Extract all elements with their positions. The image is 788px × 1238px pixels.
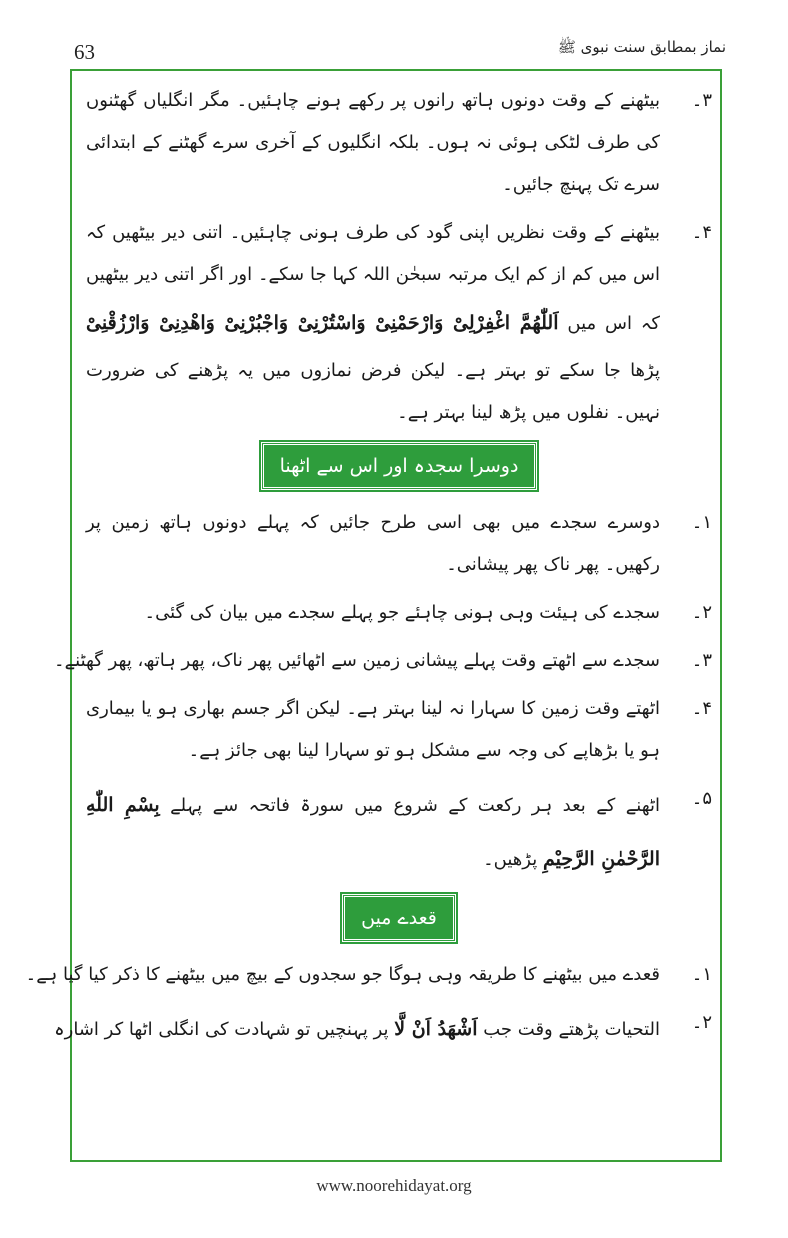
item-text-part: التحیات پڑھتے وقت جب [483,1019,660,1040]
arabic-dua: اَللّٰهُمَّ اغْفِرْلِیْ وَارْحَمْنِیْ وَاسْتُرْنِیْ وَاجْبُرْنِیْ وَاهْدِنِیْ وَارْزُقْنِیْ [86,312,559,334]
item-text-part: اٹھنے کے بعد ہر رکعت کے شروع میں سورۃ فاتحہ سے پہلے [170,795,660,816]
list-item [86,778,712,886]
section-heading-row [86,894,712,948]
item-text: دوسرے سجدے میں بھی اسی طرح جائیں کہ پہلے دونوں ہاتھ زمین پر رکھیں۔ پھر ناک پھر پیشانی۔ [86,512,660,575]
list-item [86,80,712,206]
page-content [25,80,712,1056]
section-heading-second-sajdah: دوسرا سجدہ اور اس سے اٹھنا [261,442,538,490]
item-number: ۴۔ [691,222,712,243]
item-text: اٹھتے وقت زمین کا سہارا نہ لینا بہتر ہے۔ لیکن اگر جسم بھاری ہو یا بیماری ہو یا بڑھاپے کی وجہ سے مشکل ہو تو سہارا لینا بھی جائز ہے۔ [86,698,660,761]
page-number: 63 [74,40,95,64]
footer-url: www.noorehidayat.org [316,1176,472,1195]
section-heading-qada: قعدے میں [342,894,456,942]
list-item [86,502,712,586]
list-item [54,1002,712,1056]
item-text [86,778,660,886]
item-number: ۳۔ [691,90,712,111]
section-heading-row [86,442,712,496]
item-number: ۱۔ [691,512,712,533]
item-number: ۳۔ [691,650,712,671]
item-text: سجدے کی ہیئت وہی ہونی چاہئے جو پہلے سجدے میں بیان کی گئی۔ [144,602,660,623]
list-item [86,212,712,434]
item-text-part: پر پہنچیں تو شہادت کی انگلی اٹھا کر اشارہ [54,1019,389,1040]
item-text [54,1002,660,1056]
arabic-bismillah: بِسْمِ اللّٰهِ الرَّحْمٰنِ الرَّحِیْمِ [86,794,660,870]
item-text-part: بیٹھنے کے وقت نظریں اپنی گود کی طرف ہونی چاہئیں۔ اتنی دیر بیٹھیں کہ اس میں کم از کم ایک مرتبہ سبحٰن اللہ کہا جا سکے۔ اور اگر اتنی دیر بیٹھیں کہ اس میں [86,222,660,334]
item-text-part: پڑھا جا سکے تو بہتر ہے۔ لیکن فرض نمازوں میں یہ پڑھنے کی ضرورت نہیں۔ نفلوں میں پڑھ لینا بہتر ہے۔ [86,360,660,423]
item-text-part: پڑھیں۔ [483,849,538,870]
item-number: ۲۔ [691,1012,712,1033]
list-item [86,688,712,772]
item-text: سجدے سے اٹھتے وقت پہلے پیشانی زمین سے اٹھائیں پھر ناک، پھر ہاتھ، پھر گھٹنے۔ [54,650,660,671]
page-header [70,36,726,68]
item-number: ۵۔ [691,788,712,809]
item-number: ۲۔ [691,602,712,623]
item-text [86,212,660,434]
running-title: نماز بمطابق سنت نبوی ﷺ [557,38,726,56]
item-text: قعدے میں بیٹھنے کا طریقہ وہی ہوگا جو سجدوں کے بیچ میں بیٹھنے کا ذکر کیا گیا ہے۔ [25,964,660,985]
item-text: بیٹھنے کے وقت دونوں ہاتھ رانوں پر رکھے ہونے چاہئیں۔ مگر انگلیاں گھٹنوں کی طرف لٹکی ہوئی نہ ہوں۔ بلکہ انگلیوں کے آخری سرے گھٹنے کے ابتدائی سرے تک پہنچ جائیں۔ [86,90,660,195]
item-number: ۴۔ [691,698,712,719]
list-item [54,640,712,682]
item-number: ۱۔ [691,964,712,985]
list-item [86,592,712,634]
arabic-shahada: اَشْهَدُ اَنْ لَّا [394,1018,478,1040]
list-item [25,954,712,996]
